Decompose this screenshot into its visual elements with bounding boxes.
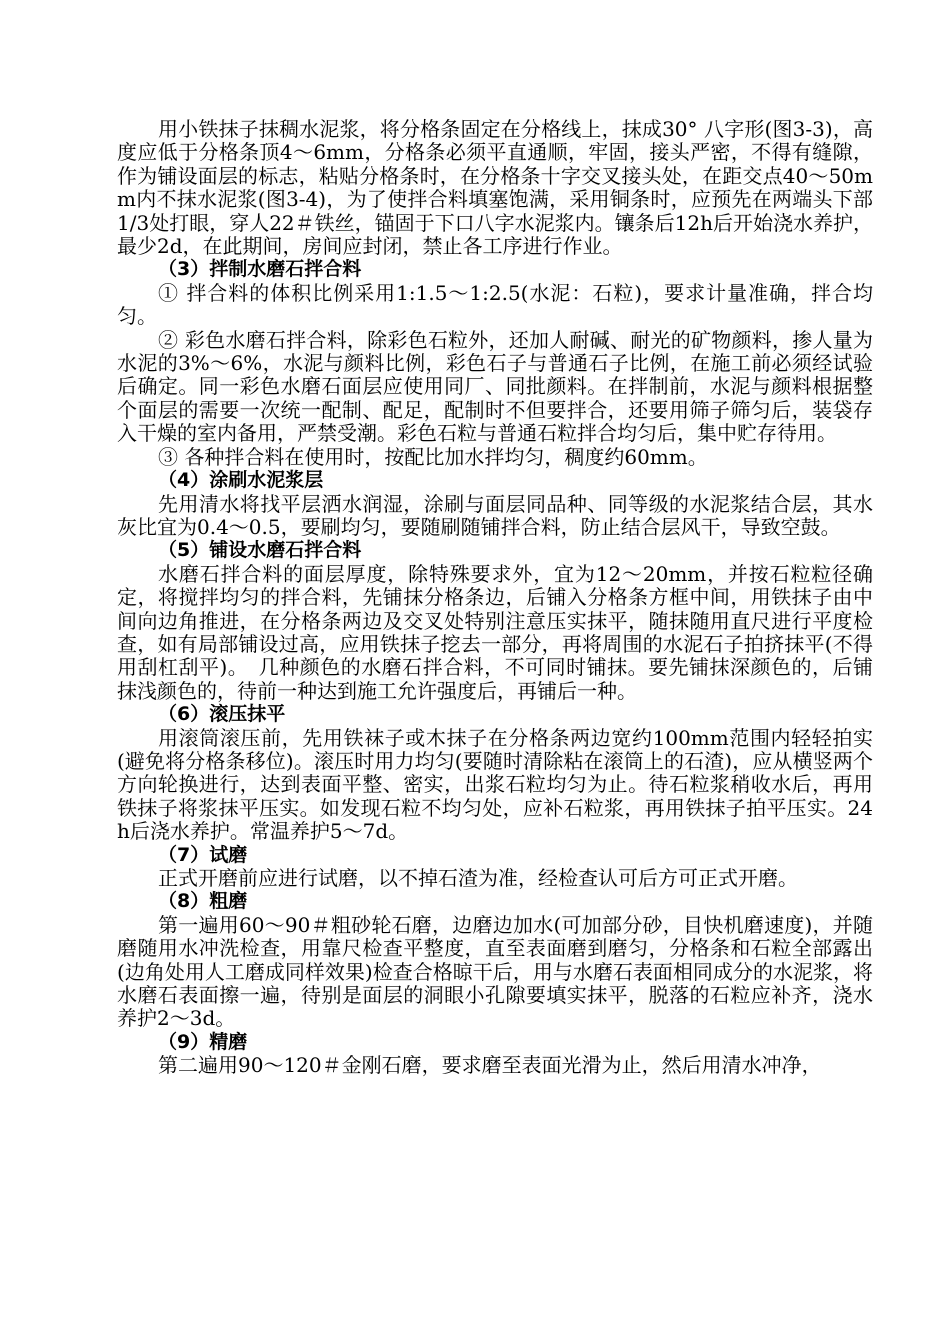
list-item-3-3: ③ 各种拌合料在使用时，按配比加水拌均匀，稠度约60mm。 <box>158 444 708 469</box>
section-paragraph-6: 用滚筒滚压前，先用铁袜子或木抹子在分格条两边宽约100mm范围内轻轻拍实(避免将分格条移位)。滚压时用力均匀(要随时清除粘在滚筒上的石渣)，应从横竖两个方向轮换进行，达到表面平整、密实，出浆石粒均匀为止。待石粒浆稍收水后，再用铁抹子将浆抹平压实。如发现石粒不均匀处，应补石粒浆，再用铁抹子拍平压实。24h后浇水养护。常温养护5～7d。 <box>117 725 873 844</box>
section-paragraph-5: 水磨石拌合料的面层厚度，除特殊要求外，宜为12～20mm，并按石粒粒径确定，将搅拌均匀的拌合料，先铺抹分格条边，后铺入分格条方框中间，用铁抹子由中间向边角推进，在分格条两边及交叉处特别注意压实抹平，随抹随用直尺进行平度检查，如有局部铺设过高，应用铁抹子挖去一部分，再将周围的水泥石子拍挤抹平(不得用刮杠刮平)。 几种颜色的水磨石拌合料，不可同时铺抹。要先铺抹深颜色的，后铺抹浅颜色的，待前一种达到施工允许强度后，再铺后一种。 <box>117 561 873 703</box>
list-item-3-2: ② 彩色水磨石拌合料，除彩色石粒外，还加人耐碱、耐光的矿物颜料，掺人量为水泥的3%～6%，水泥与颜料比例，彩色石子与普通石子比例，在施工前必须经试验后确定。同一彩色水磨石面层应使用同厂、同批颜料。在拌制前，水泥与颜料根据整个面层的需要一次统一配制、配足，配制时不但要拌合，还要用筛子筛匀后，装袋存入干燥的室内备用，严禁受潮。彩色石粒与普通石粒拌合均匀后，集中贮存待用。 <box>117 327 873 446</box>
section-heading-3: （3）拌制水磨石拌合料 <box>158 258 362 281</box>
section-paragraph-8: 第一遍用60～90＃粗砂轮石磨，边磨边加水(可加部分砂，目快机磨速度)，并随磨随用水冲洗检查，用靠尺检查平整度，直至表面磨到磨匀，分格条和石粒全部露出(边角处用人工磨成同样效果)检查合格晾干后，用与水磨石表面相同成分的水泥浆，将水磨石表面擦一遍，待别是面层的洞眼小孔隙要填实抹平，脱落的石粒应补齐，浇水养护2～3d。 <box>117 912 873 1031</box>
intro-paragraph: 用小铁抹子抹稠水泥浆，将分格条固定在分格线上，抹成30° 八字形(图3-3)，高度应低于分格条顶4～6mm，分格条必须平直通顺，牢固，接头严密，不得有缝隙，作为铺设面层的标志，粘贴分格条时，在分格条十字交叉接头处，在距交点40～50mm内不抹水泥浆(图3-4)，为了使拌合料填塞饱满，采用铜条时，应预先在两端头下部1/3处打眼，穿人22＃铁丝，锚固于下口八字水泥浆内。镶条后12h后开始浇水养护，最少2d，在此期间，房间应封闭，禁止各工序进行作业。 <box>117 117 873 259</box>
section-heading-8: （8）粗磨 <box>158 890 248 913</box>
section-paragraph-4: 先用清水将找平层洒水润湿，涂刷与面层同品种、同等级的水泥浆结合层，其水灰比宜为0.4～0.5，要刷均匀，要随刷随铺拌合料，防止结合层风干，导致空鼓。 <box>117 491 873 539</box>
section-heading-4: （4）涂刷水泥浆层 <box>158 469 324 492</box>
section-heading-9: （9）精磨 <box>158 1030 248 1053</box>
section-heading-7: （7）试磨 <box>158 843 248 866</box>
section-paragraph-7: 正式开磨前应进行试磨，以不掉石渣为准，经检查认可后方可正式开磨。 <box>158 866 798 890</box>
document-page <box>117 118 873 1078</box>
list-item-3-1: ① 拌合料的体积比例采用1:1.5～1:2.5(水泥：石粒)，要求计量准确，拌合均匀。 <box>117 280 873 329</box>
section-heading-6: （6）滚压抹平 <box>158 703 286 726</box>
section-heading-5: （5）铺设水磨石拌合料 <box>158 539 362 562</box>
section-paragraph-9: 第二遍用90～120＃金刚石磨，要求磨至表面光滑为止，然后用清水冲净， <box>158 1053 822 1078</box>
